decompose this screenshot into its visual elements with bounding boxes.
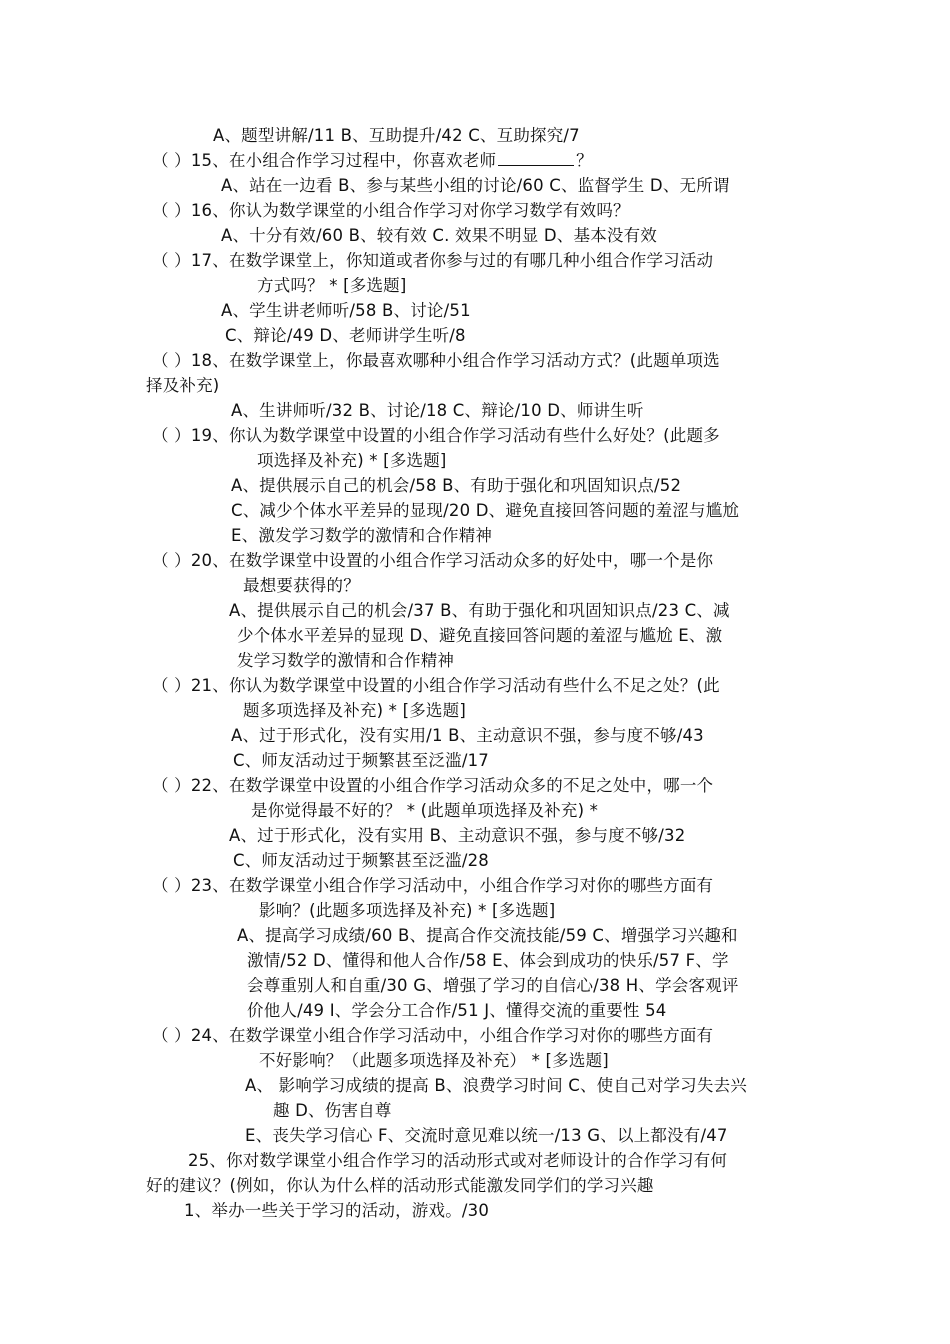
q23-question: （ ）23、在数学课堂小组合作学习活动中，小组合作学习对你的哪些方面有 — [152, 876, 714, 895]
q24-options-1: A、 影响学习成绩的提高 B、浪费学习时间 C、使自己对学习失去兴 — [245, 1076, 747, 1095]
q22-question-cont: 是你觉得最不好的？ * (此题单项选择及补充) * — [251, 801, 599, 820]
q19-options-3: E、激发学习数学的激情和合作精神 — [231, 526, 493, 545]
q17-options-2: C、辩论/49 D、老师讲学生听/8 — [225, 326, 466, 345]
q22-options-1: A、过于形式化，没有实用 B、主动意识不强，参与度不够/32 — [229, 826, 686, 845]
q25-question-cont: 好的建议？(例如，你认为什么样的活动形式能激发同学们的学习兴趣 — [146, 1176, 654, 1195]
answer-blank — [498, 149, 574, 166]
q15-question — [152, 149, 593, 173]
q24-question-cont: 不好影响？（此题多项选择及补充） * [多选题] — [259, 1051, 609, 1070]
q15-end: ？ — [576, 151, 593, 170]
q20-question-cont: 最想要获得的？ — [243, 576, 360, 595]
q17-options-1: A、学生讲老师听/58 B、讨论/51 — [221, 301, 471, 320]
q21-question-cont: 题多项选择及补充) * [多选题] — [243, 701, 466, 720]
q18-options: A、生讲师听/32 B、讨论/18 C、辩论/10 D、师讲生听 — [231, 401, 644, 420]
q23-options-1: A、提高学习成绩/60 B、提高合作交流技能/59 C、增强学习兴趣和 — [237, 926, 738, 945]
q21-options-1: A、过于形式化，没有实用/1 B、主动意识不强，参与度不够/43 — [231, 726, 704, 745]
q24-options-3: E、丧失学习信心 F、交流时意见难以统一/13 G、以上都没有/47 — [245, 1126, 728, 1145]
q15-text: （ ）15、在小组合作学习过程中，你喜欢老师 — [152, 151, 497, 170]
q22-options-2: C、师友活动过于频繁甚至泛滥/28 — [233, 851, 489, 870]
q14-options: A、题型讲解/11 B、互助提升/42 C、互助探究/7 — [213, 126, 580, 145]
q25-question: 25、你对数学课堂小组合作学习的活动形式或对老师设计的合作学习有何 — [188, 1151, 728, 1170]
q24-question: （ ）24、在数学课堂小组合作学习活动中，小组合作学习对你的哪些方面有 — [152, 1026, 714, 1045]
q19-question: （ ）19、你认为数学课堂中设置的小组合作学习活动有些什么好处？(此题多 — [152, 426, 720, 445]
q25-answer-1: 1、举办一些关于学习的活动，游戏。/30 — [184, 1201, 490, 1220]
q18-question: （ ）18、在数学课堂上，你最喜欢哪种小组合作学习活动方式？(此题单项选 — [152, 351, 720, 370]
q20-options-1: A、提供展示自己的机会/37 B、有助于强化和巩固知识点/23 C、减 — [229, 601, 730, 620]
q19-question-cont: 项选择及补充) * [多选题] — [257, 451, 447, 470]
q23-options-4: 价他人/49 I、学会分工合作/51 J、懂得交流的重要性 54 — [247, 1001, 667, 1020]
q20-options-3: 发学习数学的激情和合作精神 — [237, 651, 455, 670]
q23-options-3: 会尊重别人和自重/30 G、增强了学习的自信心/38 H、学会客观评 — [247, 976, 739, 995]
q21-question: （ ）21、你认为数学课堂中设置的小组合作学习活动有些什么不足之处？(此 — [152, 676, 720, 695]
q19-options-2: C、减少个体水平差异的显现/20 D、避免直接回答问题的羞涩与尴尬 — [231, 501, 740, 520]
q19-options-1: A、提供展示自己的机会/58 B、有助于强化和巩固知识点/52 — [231, 476, 682, 495]
q23-options-2: 激情/52 D、懂得和他人合作/58 E、体会到成功的快乐/57 F、学 — [247, 951, 729, 970]
q17-question: （ ）17、在数学课堂上，你知道或者你参与过的有哪几种小组合作学习活动 — [152, 251, 714, 270]
q21-options-2: C、师友活动过于频繁甚至泛滥/17 — [233, 751, 489, 770]
q16-options: A、十分有效/60 B、较有效 C. 效果不明显 D、基本没有效 — [221, 226, 658, 245]
q18-question-cont: 择及补充) — [146, 376, 220, 395]
q16-question: （ ）16、你认为数学课堂的小组合作学习对你学习数学有效吗？ — [152, 201, 630, 220]
q20-options-2: 少个体水平差异的显现 D、避免直接回答问题的羞涩与尴尬 E、激 — [237, 626, 723, 645]
q24-options-2: 趣 D、伤害自尊 — [273, 1101, 392, 1120]
q17-question-cont: 方式吗？ * [多选题] — [257, 276, 407, 295]
q20-question: （ ）20、在数学课堂中设置的小组合作学习活动众多的好处中，哪一个是你 — [152, 551, 714, 570]
q15-options: A、站在一边看 B、参与某些小组的讨论/60 C、监督学生 D、无所谓 — [221, 176, 730, 195]
q22-question: （ ）22、在数学课堂中设置的小组合作学习活动众多的不足之处中，哪一个 — [152, 776, 714, 795]
q23-question-cont: 影响？(此题多项选择及补充) * [多选题] — [259, 901, 556, 920]
